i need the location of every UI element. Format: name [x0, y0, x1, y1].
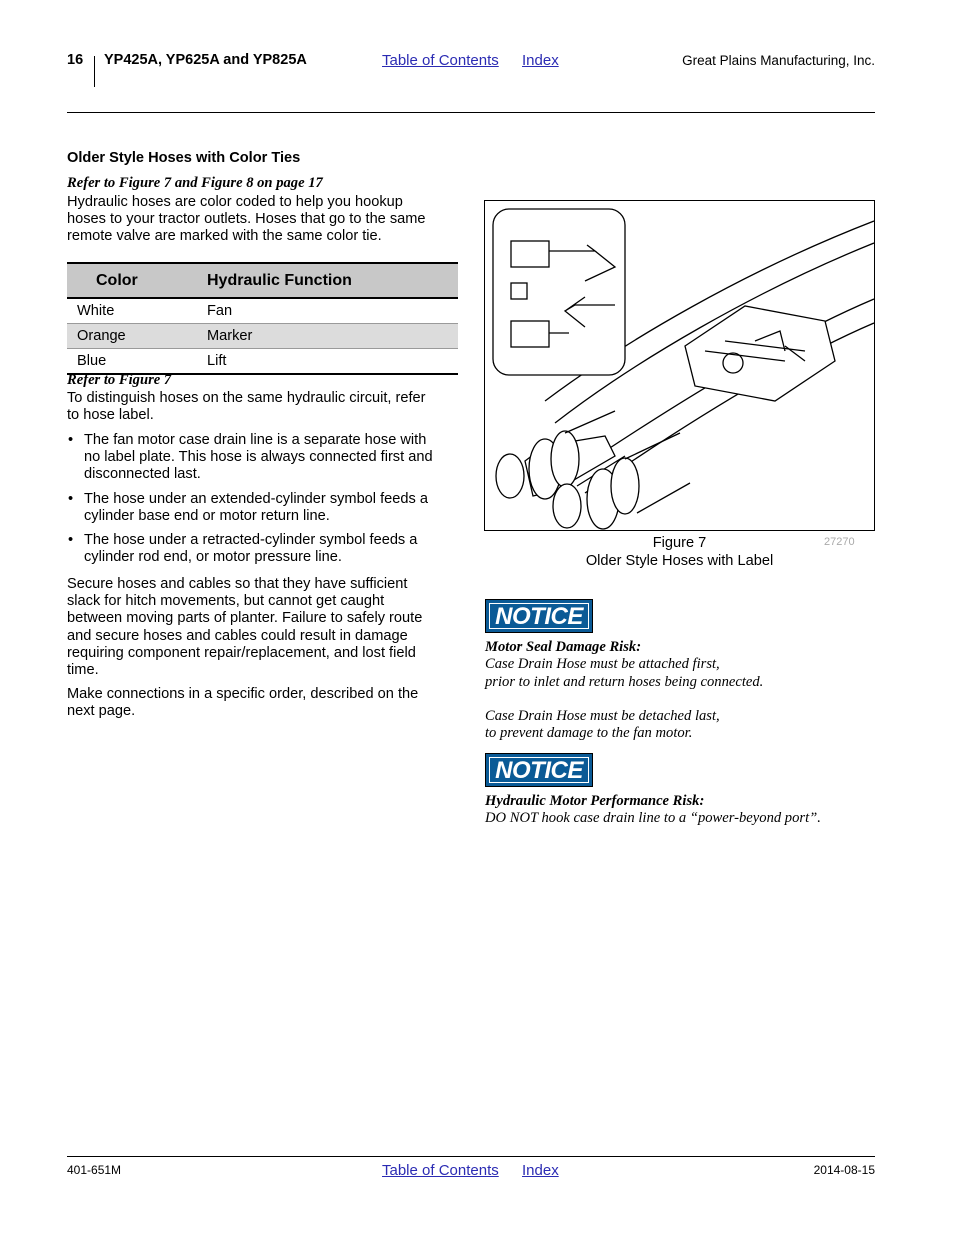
list-item: • The hose under an extended-cylinder symbol feeds a cylinder base end or motor return line.	[67, 491, 462, 525]
footer-rule	[67, 1156, 875, 1157]
part-number: 401-651M	[67, 1163, 122, 1177]
table-header-function: Hydraulic Function	[207, 263, 458, 298]
list-item: • The fan motor case drain line is a separate hose with no label plate. This hose is always connected first and disconnected last.	[67, 432, 462, 484]
notice-badge: NOTICE	[485, 599, 593, 633]
doc-title: YP425A, YP625A and YP825A	[104, 52, 307, 68]
figure-caption	[484, 535, 875, 570]
header-rule	[67, 112, 875, 113]
table-row	[67, 298, 458, 324]
figure-reference-2: Refer to Figure 7	[67, 372, 172, 388]
notice-title: Motor Seal Damage Risk:	[485, 639, 642, 655]
table-cell-function: Marker	[207, 324, 458, 349]
figure-reference: Refer to Figure 7 and Figure 8 on page 17	[67, 175, 323, 191]
table-row	[67, 324, 458, 349]
table-cell-color: White	[67, 298, 207, 324]
distinguish-paragraph: To distinguish hoses on the same hydraulic circuit, refer to hose label.	[67, 390, 426, 424]
header-divider	[94, 56, 95, 87]
intro-paragraph: Hydraulic hoses are color coded to help you hookup hoses to your tractor outlets. Hoses that go to the same remote valve are marked with the same color tie.	[67, 194, 426, 245]
notice-motor-performance: Hydraulic Motor Performance Risk: DO NOT hook case drain line to a “power-beyond port”.	[485, 793, 821, 827]
list-item: • The hose under a retracted-cylinder symbol feeds a cylinder rod end, or motor pressure line.	[67, 532, 462, 566]
table-cell-function: Lift	[207, 349, 458, 375]
bullet-list	[67, 432, 462, 573]
color-table	[67, 262, 458, 375]
footer-index-link[interactable]: Index	[522, 1162, 559, 1179]
table-header-color: Color	[67, 263, 207, 298]
table-cell-function: Fan	[207, 298, 458, 324]
page-number: 16	[67, 52, 84, 68]
figure-title: Older Style Hoses with Label	[585, 552, 774, 569]
hoses-drawing	[485, 201, 874, 530]
connect-paragraph: Make connections in a specific order, described on the next page.	[67, 686, 419, 720]
figure-label: Figure 7	[652, 535, 707, 551]
notice-motor-seal: Motor Seal Damage Risk: Case Drain Hose must be attached first, prior to inlet and return hoses being connected. Case Drain Hose must be detached last, to prevent damage to the fan motor.	[485, 639, 764, 742]
table-cell-color: Blue	[67, 349, 207, 375]
table-row	[67, 349, 458, 375]
figure-hoses-illustration	[484, 200, 875, 531]
secure-paragraph: Secure hoses and cables so that they have sufficient slack for hitch movements, but cannot get caught between moving parts of planter. Failure to safely route and secure hoses and cables could result in damage requiring component repair/replacement, and lost field time.	[67, 576, 423, 679]
company-name: Great Plains Manufacturing, Inc.	[682, 53, 875, 68]
notice-title: Hydraulic Motor Performance Risk:	[485, 793, 705, 809]
notice-badge: NOTICE	[485, 753, 593, 787]
section-heading: Older Style Hoses with Color Ties	[67, 150, 301, 166]
header-index-link[interactable]: Index	[522, 52, 559, 69]
image-number: 27270	[824, 536, 855, 548]
footer-toc-link[interactable]: Table of Contents	[382, 1162, 499, 1179]
header-toc-link[interactable]: Table of Contents	[382, 52, 499, 69]
table-cell-color: Orange	[67, 324, 207, 349]
publish-date: 2014-08-15	[813, 1163, 875, 1177]
